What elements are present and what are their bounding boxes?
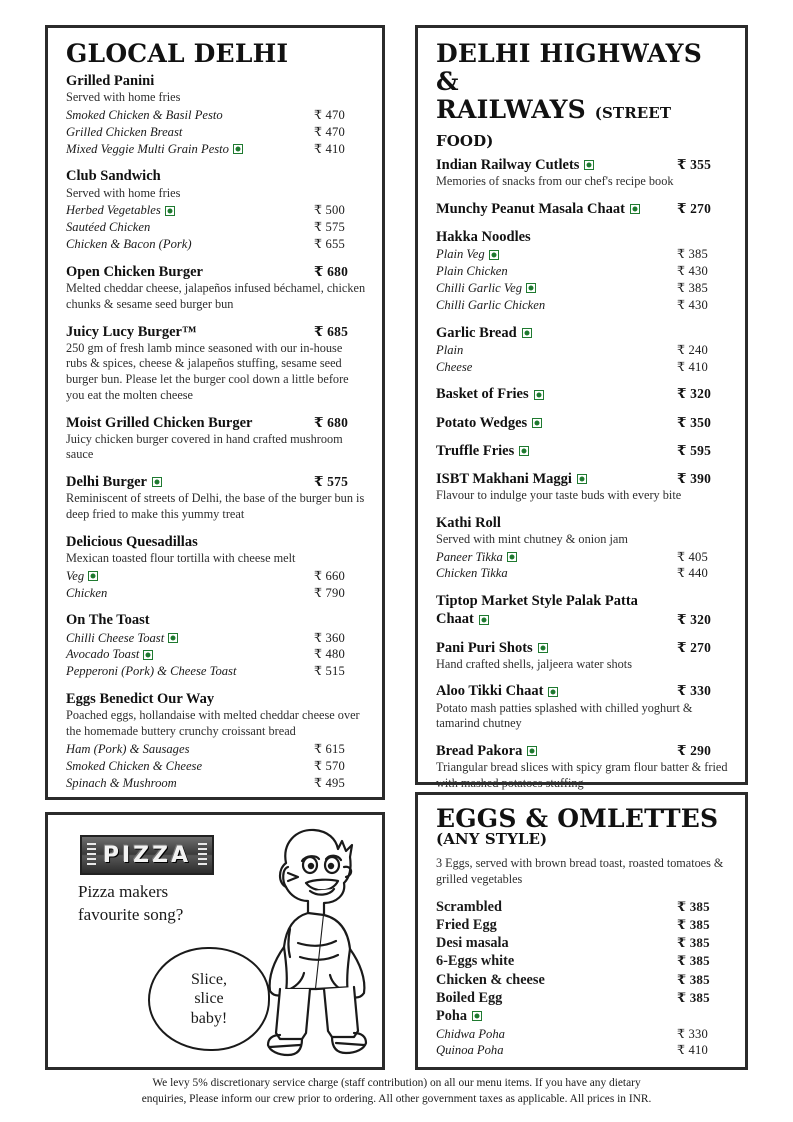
menu-item-name — [66, 202, 175, 219]
egg-item-name — [436, 916, 497, 934]
menu-item-row[interactable] — [66, 568, 366, 585]
menu-group-name — [436, 414, 669, 432]
menu-item-name-text: Cheese — [436, 359, 473, 374]
veg-marker-icon — [519, 446, 529, 456]
menu-item-name-text: Plain Chicken — [436, 263, 508, 278]
menu-group — [436, 592, 729, 628]
menu-group-name — [436, 228, 669, 246]
menu-group-header[interactable] — [66, 263, 366, 281]
egg-item-name — [436, 898, 502, 916]
menu-item-price: ₹ 430 — [677, 297, 709, 312]
egg-item-name-text: Boiled Egg — [436, 990, 503, 1006]
menu-group-price: ₹ 685 — [314, 323, 349, 339]
menu-group-name — [436, 200, 669, 218]
menu-group-header[interactable] — [436, 742, 729, 760]
menu-group-name-text: Truffle Fries — [436, 442, 515, 459]
veg-marker-icon — [527, 746, 537, 756]
menu-group — [436, 156, 729, 190]
veg-marker-icon — [526, 283, 536, 293]
menu-item-name-text: Chilli Cheese Toast — [66, 630, 165, 645]
menu-group-description: Flavour to indulge your taste buds with every bite — [436, 487, 682, 502]
egg-item-name — [436, 989, 502, 1007]
veg-marker-icon — [584, 160, 594, 170]
menu-item-price: ₹ 480 — [314, 647, 346, 662]
menu-group-price: ₹ 330 — [677, 683, 712, 699]
section-glocal-delhi — [45, 25, 385, 800]
menu-item-row[interactable] — [66, 141, 366, 158]
menu-item-name — [436, 263, 508, 280]
menu-group — [66, 323, 366, 404]
menu-group-header[interactable] — [436, 385, 729, 403]
menu-item-row[interactable] — [436, 565, 729, 582]
menu-group-header[interactable] — [436, 442, 729, 460]
menu-item-row[interactable] — [66, 646, 366, 663]
menu-group-name-text: Potato Wedges — [436, 414, 528, 431]
menu-group-name — [66, 72, 306, 90]
egg-item-price: ₹ 385 — [677, 916, 710, 932]
menu-group-description: Melted cheddar cheese, jalapeños infused béchamel, chicken chunks & sesame seed burger bun — [66, 281, 366, 311]
egg-item-row[interactable] — [436, 952, 729, 970]
menu-item-price: ₹ 660 — [314, 568, 346, 583]
menu-item-price: ₹ 655 — [314, 237, 346, 252]
menu-item-row[interactable] — [66, 202, 366, 219]
menu-group-header[interactable] — [436, 324, 729, 342]
egg-item-row[interactable] — [436, 989, 729, 1007]
egg-item-name — [436, 934, 509, 952]
menu-group — [436, 442, 729, 460]
menu-group-header[interactable] — [436, 228, 729, 246]
menu-group-price: ₹ 595 — [677, 442, 712, 458]
menu-group — [436, 324, 729, 376]
menu-group-name — [66, 533, 306, 551]
menu-item-price: ₹ 495 — [314, 775, 346, 790]
highways-title-line1: DELHI HIGHWAYS & — [436, 39, 702, 96]
section-delhi-highways-railways — [415, 25, 748, 790]
menu-group — [436, 682, 729, 732]
menu-group — [436, 639, 729, 673]
menu-group-name — [66, 263, 306, 281]
menu-group — [436, 470, 729, 504]
bubble-line2: slice — [194, 990, 224, 1008]
egg-item-price: ₹ 385 — [677, 971, 710, 987]
menu-group-name — [436, 470, 669, 488]
menu-group-name — [66, 323, 306, 341]
menu-item-row[interactable] — [66, 124, 366, 141]
menu-item-name-text: Paneer Tikka — [436, 549, 503, 564]
veg-marker-icon — [532, 418, 542, 428]
menu-item-row[interactable] — [66, 758, 366, 775]
menu-group-price: ₹ 320 — [677, 611, 712, 627]
menu-item-name — [66, 758, 202, 775]
menu-group-name-text: Delicious Quesadillas — [66, 533, 198, 550]
menu-group-name-text: Garlic Bread — [436, 324, 517, 341]
footer-line2: enquiries, Please inform our crew prior to ordering. All other government taxes as applicable. All prices in INR. — [141, 1092, 652, 1105]
menu-group-description: Memories of snacks from our chef's recipe book — [436, 174, 674, 189]
menu-group — [66, 263, 366, 313]
menu-group-header[interactable] — [66, 414, 366, 432]
veg-marker-icon — [489, 250, 499, 260]
egg-subitem-name — [436, 1026, 505, 1043]
egg-item-row[interactable] — [436, 1007, 729, 1025]
menu-group-name — [436, 514, 669, 532]
menu-item-price: ₹ 385 — [677, 280, 709, 295]
menu-group-price: ₹ 355 — [677, 157, 712, 172]
menu-group-description: Potato mash patties splashed with chilled yoghurt & tamarind chutney — [436, 700, 693, 731]
menu-item-row[interactable] — [66, 775, 366, 792]
footer-line1: We levy 5% discretionary service charge (staff contribution) on all our menu items. If you have any dietary — [152, 1077, 641, 1089]
veg-marker-icon — [168, 633, 178, 643]
veg-marker-icon — [165, 206, 175, 216]
menu-group-price: ₹ 680 — [314, 263, 349, 279]
menu-group-header[interactable] — [436, 200, 729, 218]
menu-group-price: ₹ 290 — [677, 743, 712, 759]
veg-marker-icon — [507, 552, 517, 562]
menu-group — [436, 414, 729, 432]
section-pizza-illustration — [45, 812, 385, 1070]
menu-item-name — [66, 646, 153, 663]
egg-subitem-name-text: Quinoa Poha — [436, 1043, 504, 1058]
menu-item-row[interactable] — [436, 297, 729, 314]
menu-group-name-text: Basket of Fries — [436, 386, 529, 403]
menu-group-name-text: Club Sandwich — [66, 168, 161, 185]
menu-group-description: Served with mint chutney & onion jam — [436, 531, 628, 546]
menu-group-name-line2 — [436, 610, 669, 628]
menu-group-name — [436, 742, 669, 760]
menu-group-header[interactable] — [66, 473, 366, 491]
egg-item-price: ₹ 385 — [677, 990, 710, 1005]
menu-item-row[interactable] — [66, 107, 366, 124]
menu-group-name-text: Hakka Noodles — [436, 228, 531, 245]
menu-item-name — [436, 246, 499, 263]
highways-title-suffix: (STREET FOOD) — [436, 104, 672, 150]
menu-item-name-text: Plain Veg — [436, 247, 485, 262]
menu-group-price: ₹ 270 — [677, 639, 712, 655]
menu-item-name-text: Chilli Garlic Veg — [436, 280, 523, 295]
egg-item-price: ₹ 385 — [677, 898, 710, 914]
menu-group-name — [436, 639, 669, 657]
menu-group-description: Served with home fries — [66, 185, 181, 200]
menu-group — [66, 167, 366, 252]
menu-item-row[interactable] — [66, 741, 366, 758]
menu-group — [436, 514, 729, 583]
menu-group-header[interactable] — [66, 72, 366, 90]
menu-group-description: Reminiscent of streets of Delhi, the base of the burger bun is deep fried to make this yummy treat — [66, 491, 365, 522]
menu-item-name-text: Herbed Vegetables — [66, 203, 161, 218]
menu-group-name — [66, 690, 306, 708]
veg-marker-icon — [472, 1011, 482, 1021]
egg-item-row[interactable] — [436, 934, 729, 952]
menu-group-name — [66, 414, 306, 432]
menu-group-price: ₹ 350 — [677, 414, 712, 430]
menu-group-name-text: Eggs Benedict Our Way — [66, 691, 215, 708]
menu-group — [66, 72, 366, 157]
egg-subitem-price: ₹ 330 — [677, 1026, 709, 1041]
menu-item-price: ₹ 570 — [314, 758, 346, 773]
menu-item-price: ₹ 360 — [314, 630, 346, 645]
menu-group — [436, 385, 729, 403]
menu-item-name — [66, 568, 98, 585]
bubble-line3: baby! — [190, 1009, 228, 1027]
menu-item-price: ₹ 790 — [314, 585, 346, 600]
menu-item-price: ₹ 515 — [314, 664, 346, 679]
menu-item-row[interactable] — [66, 630, 366, 647]
menu-item-name-text: Smoked Chicken & Basil Pesto — [66, 107, 223, 122]
menu-item-name-text: Smoked Chicken & Cheese — [66, 758, 203, 773]
egg-subitem-price: ₹ 410 — [677, 1043, 709, 1058]
egg-item-name-text: Chicken & cheese — [436, 971, 545, 988]
menu-item-name-text: Pepperoni (Pork) & Cheese Toast — [66, 664, 237, 679]
cartoon-man-illustration — [224, 821, 374, 1066]
menu-group-name-text: On The Toast — [66, 612, 150, 629]
menu-group-name-text: Bread Pakora — [436, 743, 523, 760]
menu-item-price: ₹ 500 — [314, 203, 346, 218]
menu-item-row[interactable] — [436, 342, 729, 359]
menu-item-name — [436, 342, 463, 359]
egg-item-name-text: 6-Eggs white — [436, 953, 515, 970]
menu-item-row[interactable] — [66, 663, 366, 680]
menu-item-name-text: Chicken — [66, 585, 108, 600]
highways-title-line2: RAILWAYS — [436, 95, 586, 124]
menu-group-header[interactable] — [436, 514, 729, 532]
menu-item-name-text: Chicken & Bacon (Pork) — [66, 237, 192, 252]
menu-item-row[interactable] — [66, 219, 366, 236]
menu-group-header[interactable] — [436, 639, 729, 657]
eggs-title-line1: EGGS & OMLETTES — [436, 804, 719, 833]
veg-marker-icon — [522, 328, 532, 338]
menu-group — [66, 690, 366, 791]
menu-item-price: ₹ 440 — [677, 566, 709, 581]
menu-group-name-text: Grilled Panini — [66, 73, 155, 89]
menu-group-header[interactable] — [436, 414, 729, 432]
eggs-title-line2: (ANY STYLE) — [436, 830, 548, 848]
menu-item-price: ₹ 430 — [677, 263, 709, 278]
menu-item-price: ₹ 385 — [677, 247, 709, 262]
menu-group — [436, 742, 729, 792]
menu-item-name — [66, 741, 189, 758]
menu-item-name-text: Mixed Veggie Multi Grain Pesto — [66, 141, 229, 156]
egg-item-row[interactable] — [436, 916, 729, 934]
menu-group-name — [436, 385, 669, 403]
menu-item-name — [66, 124, 182, 141]
menu-item-name-text: Veg — [66, 568, 85, 583]
menu-group-name — [436, 592, 669, 628]
glocal-group-list — [66, 72, 366, 791]
menu-item-price: ₹ 615 — [314, 741, 346, 756]
menu-group-header[interactable] — [66, 167, 366, 185]
menu-item-price: ₹ 410 — [677, 359, 709, 374]
egg-item-name — [436, 1007, 482, 1025]
egg-subitem-row[interactable] — [436, 1026, 729, 1043]
menu-item-price: ₹ 575 — [314, 220, 346, 235]
egg-item-row[interactable] — [436, 971, 729, 989]
menu-item-row[interactable] — [436, 549, 729, 566]
egg-item-price: ₹ 385 — [677, 935, 710, 951]
menu-item-row[interactable] — [436, 263, 729, 280]
highways-group-list — [436, 156, 729, 792]
menu-group-name-text: Moist Grilled Chicken Burger — [66, 414, 253, 431]
menu-item-price: ₹ 470 — [314, 107, 346, 122]
section-eggs-omlettes — [415, 792, 748, 1070]
menu-item-name-text: Avocado Toast — [66, 647, 140, 662]
menu-item-name — [66, 663, 236, 680]
menu-group-price: ₹ 575 — [314, 474, 349, 490]
menu-group-price: ₹ 320 — [677, 386, 712, 402]
menu-group-header[interactable] — [436, 682, 729, 700]
egg-item-name — [436, 952, 514, 970]
veg-marker-icon — [152, 477, 162, 487]
menu-group — [436, 200, 729, 218]
menu-item-name-text: Sautéed Chicken — [66, 220, 151, 235]
menu-group-description: 250 gm of fresh lamb mince seasoned with our in-house rubs & spices, cheese & jalapeños stuffing, sesame seed burger bun. Please let the burger cool down a little before you eat the molten cheese — [66, 340, 349, 402]
menu-group-name — [66, 611, 306, 629]
menu-group-name-text: Delhi Burger — [66, 474, 147, 491]
menu-item-name-text: Grilled Chicken Breast — [66, 124, 183, 139]
menu-item-name-text: Chicken Tikka — [436, 566, 508, 581]
egg-item-name-text: Poha — [436, 1008, 467, 1025]
menu-group-price: ₹ 680 — [314, 414, 349, 430]
egg-item-row[interactable] — [436, 898, 729, 916]
pizza-joke-line1: Pizza makers — [78, 882, 169, 901]
section-title-glocal: GLOCAL DELHI — [66, 39, 289, 68]
menu-group-name — [436, 156, 669, 174]
menu-group-name — [66, 167, 306, 185]
menu-item-name — [66, 141, 243, 158]
menu-group-description: Served with home fries — [66, 90, 181, 105]
menu-group-name — [436, 682, 669, 700]
menu-item-row[interactable] — [436, 280, 729, 297]
menu-item-price: ₹ 410 — [314, 141, 346, 156]
egg-item-name-text: Desi masala — [436, 935, 509, 952]
menu-group-name-text: Juicy Lucy Burger™ — [66, 323, 197, 340]
menu-item-name — [66, 585, 107, 602]
menu-group-name-line2-text: Chaat — [436, 611, 474, 628]
egg-item-price: ₹ 385 — [677, 953, 710, 969]
menu-group-name-text: Munchy Peanut Masala Chaat — [436, 200, 625, 217]
egg-subitem-name — [436, 1042, 504, 1059]
menu-group-header[interactable] — [66, 611, 366, 629]
menu-item-name-text: Ham (Pork) & Sausages — [66, 741, 190, 756]
egg-item-name-text: Fried Egg — [436, 916, 497, 933]
menu-group-name-line1: Tiptop Market Style Palak Patta — [436, 593, 638, 610]
menu-group-name-text: Kathi Roll — [436, 514, 501, 531]
egg-subitem-row[interactable] — [436, 1042, 729, 1059]
menu-item-name — [66, 775, 177, 792]
menu-group-name — [436, 324, 669, 342]
menu-group-name — [66, 473, 306, 491]
menu-group — [66, 414, 366, 464]
footer-disclaimer — [45, 1076, 748, 1107]
menu-group-price: ₹ 270 — [677, 200, 712, 216]
veg-marker-icon — [577, 474, 587, 484]
eggs-item-list — [436, 898, 729, 1026]
menu-item-name — [66, 236, 192, 253]
menu-group-header[interactable] — [436, 156, 729, 174]
menu-group-description: Mexican toasted flour tortilla with cheese melt — [66, 550, 296, 565]
bubble-line1: Slice, — [191, 970, 227, 988]
menu-item-row[interactable] — [436, 359, 729, 376]
eggs-subitem-list — [436, 1026, 729, 1060]
menu-item-row[interactable] — [436, 246, 729, 263]
menu-group-price: ₹ 390 — [677, 470, 712, 486]
menu-group-name-text: Open Chicken Burger — [66, 263, 203, 280]
menu-item-name — [436, 359, 472, 376]
egg-subitem-name-text: Chidwa Poha — [436, 1026, 505, 1041]
pizza-logo — [80, 835, 214, 875]
menu-item-price: ₹ 470 — [314, 124, 346, 139]
menu-item-name-text: Spinach & Mushroom — [66, 775, 177, 790]
pizza-logo-left-bars — [87, 843, 96, 867]
menu-item-name — [436, 297, 545, 314]
veg-marker-icon — [233, 144, 243, 154]
menu-group-name — [436, 442, 669, 460]
section-title-highways — [436, 40, 729, 152]
veg-marker-icon — [538, 643, 548, 653]
egg-item-name — [436, 971, 545, 989]
pizza-logo-text: PIZZA — [102, 842, 192, 868]
menu-group-description: Juicy chicken burger covered in hand crafted mushroom sauce — [66, 431, 343, 462]
menu-group-name-text: Aloo Tikki Chaat — [436, 683, 544, 700]
menu-group-header[interactable] — [66, 533, 366, 551]
menu-item-name — [66, 630, 178, 647]
menu-group-description: Hand crafted shells, jaljeera water shots — [436, 656, 632, 671]
menu-group-name-text: Indian Railway Cutlets — [436, 157, 580, 173]
menu-item-row[interactable] — [66, 236, 366, 253]
menu-item-price: ₹ 405 — [677, 549, 709, 564]
menu-item-name — [436, 280, 536, 297]
veg-marker-icon — [630, 204, 640, 214]
menu-group-header[interactable] — [436, 592, 729, 628]
pizza-logo-right-bars — [198, 843, 207, 867]
pizza-joke-line2: favourite song? — [78, 904, 184, 924]
menu-item-name — [436, 549, 517, 566]
egg-item-name-text: Scrambled — [436, 898, 502, 915]
menu-group — [66, 473, 366, 523]
menu-item-name — [436, 565, 508, 582]
menu-group-description: Poached eggs, hollandaise with melted cheddar cheese over the homemade buttery crunchy croissant bread — [66, 708, 360, 739]
veg-marker-icon — [548, 687, 558, 697]
veg-marker-icon — [534, 390, 544, 400]
menu-group — [436, 228, 729, 314]
veg-marker-icon — [143, 650, 153, 660]
menu-group-header[interactable] — [66, 690, 366, 708]
eggs-note: 3 Eggs, served with brown bread toast, roasted tomatoes & grilled vegetables — [436, 855, 724, 886]
menu-group — [66, 533, 366, 602]
menu-item-name — [66, 219, 150, 236]
menu-item-name-text: Chilli Garlic Chicken — [436, 297, 546, 312]
menu-group-description: Triangular bread slices with spicy gram flour batter & fried with mashed potatoes stuffing — [436, 760, 728, 790]
menu-group-name-text: ISBT Makhani Maggi — [436, 470, 572, 487]
menu-item-name — [66, 107, 223, 124]
section-title-eggs — [436, 805, 729, 848]
menu-group-header[interactable] — [66, 323, 366, 341]
menu-item-row[interactable] — [66, 585, 366, 602]
menu-item-price: ₹ 240 — [677, 342, 709, 357]
veg-marker-icon — [88, 571, 98, 581]
menu-item-name-text: Plain — [436, 342, 464, 357]
menu-group — [66, 611, 366, 680]
veg-marker-icon — [479, 615, 489, 625]
menu-group-header[interactable] — [436, 470, 729, 488]
menu-group-name-text: Pani Puri Shots — [436, 639, 533, 656]
